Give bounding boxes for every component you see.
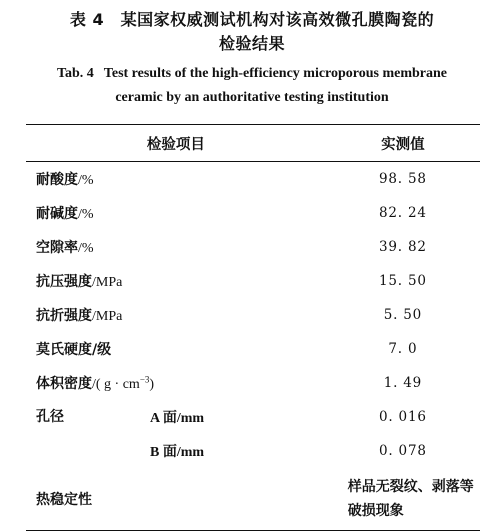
unit-exponent: −3 [139,374,150,385]
pore-b-letter: B [150,445,163,460]
pore-a-cell [26,400,326,434]
table-row [26,196,480,230]
table-row [26,366,480,400]
pore-a-label [150,407,204,427]
results-table-container [26,124,480,531]
table-row [26,230,480,264]
pore-a-unit: /mm [176,411,205,426]
thermal-value [326,468,480,531]
table-row-pore-b [26,434,480,468]
results-table: 检验项目 实测值 耐酸度/% 98. 58 耐碱度/% 82. 24 空隙率/% 39. 82 抗压强度/MPa 15. 50 抗折强度/MPa 5. 50 莫氏硬度/级 7. 0 体积密度/( $g \cdot cm^{-3}$) 1. 49 A 面/mm 0. 016 孔径 B 面/mm 0. 078 热稳定性 样品无裂纹、剥落等 破损现象 [26,124,480,531]
table-row-thermal [26,468,480,531]
pore-b-cell [26,434,326,468]
row-value: 82. 24 [378,205,427,221]
caption-en-label: Tab. 4 [56,66,94,81]
pore-a-letter: A [150,411,163,426]
table-row-pore-a [26,400,480,434]
row-item-unit: /% [78,173,94,188]
table-row [26,298,480,332]
table-caption-english [0,62,504,110]
row-item-cell [26,264,326,298]
row-item-cell [26,298,326,332]
row-item-cell [26,162,326,197]
pore-a-value: 0. 016 [378,409,427,425]
unit-prefix: /( g · cm [92,377,140,392]
table-row [26,162,480,197]
table-row [26,264,480,298]
pore-a-zh: 面 [162,410,177,426]
pore-b-label [150,441,204,461]
thermal-value-line2: 破损现象 [347,503,404,519]
row-item-label: 抗折强度 [36,308,92,324]
row-value: 5. 50 [383,307,423,323]
row-item-cell [26,196,326,230]
pore-b-zh: 面 [162,444,177,460]
row-item-label: 莫氏硬度/级 [36,342,112,358]
header-item: 检验项目 [26,125,326,162]
pore-b-unit: /mm [176,445,205,460]
header-value: 实测值 [326,125,480,162]
row-item-unit: /MPa [92,275,123,290]
thermal-item-label: 热稳定性 [26,468,326,531]
row-item-unit [92,374,155,392]
row-item-label: 耐酸度 [36,172,78,188]
row-item-label: 体积密度 [36,376,92,392]
row-item-unit: /% [78,241,94,256]
pore-b-value: 0. 078 [378,443,427,459]
row-item-cell [26,366,326,400]
caption-en-line2: ceramic by an authoritative testing institution [115,90,389,105]
table-caption-chinese [0,0,504,56]
caption-en-line1: Test results of the high-efficiency microporous membrane [103,66,448,81]
row-item-unit: /% [78,207,94,222]
table-row [26,332,480,366]
row-item-label: 耐碱度 [36,206,78,222]
row-value: 1. 49 [383,375,423,391]
table-header-row [26,125,480,162]
row-item-unit: /MPa [92,309,123,324]
caption-zh-line2: 检验结果 [218,34,285,53]
unit-suffix: ) [149,377,155,392]
row-item-label: 抗压强度 [36,274,92,290]
caption-zh-line1: 表 4 某国家权威测试机构对该高效微孔膜陶瓷的 [69,10,435,29]
row-value: 98. 58 [378,171,427,187]
thermal-value-line1: 样品无裂纹、剥落等 [347,479,474,495]
row-item-cell [26,230,326,264]
row-item-label: 空隙率 [36,240,78,256]
row-value: 7. 0 [388,341,418,357]
row-item-cell [26,332,326,366]
row-value: 15. 50 [378,273,427,289]
row-value: 39. 82 [378,239,427,255]
